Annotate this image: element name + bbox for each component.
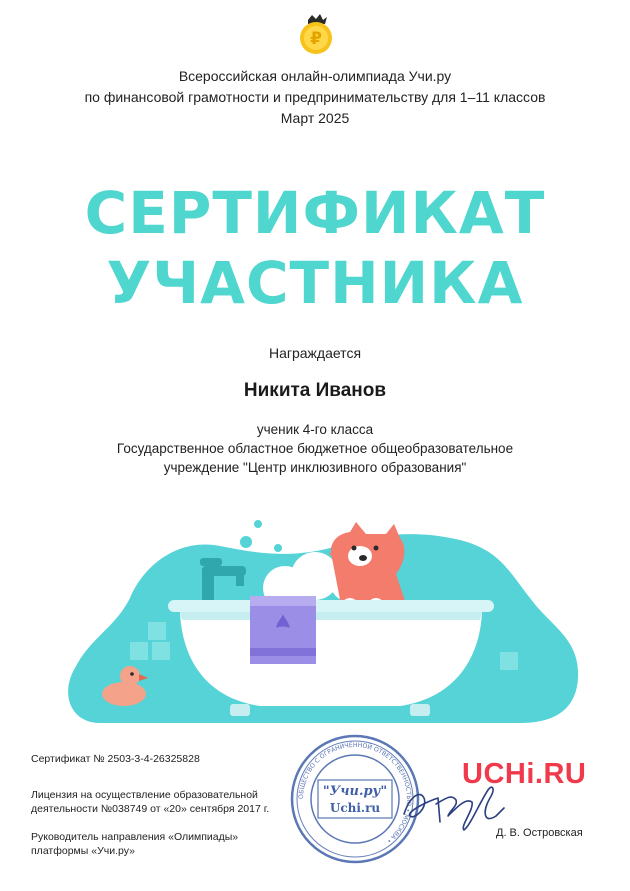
recipient-details bbox=[0, 420, 630, 477]
certificate-title bbox=[0, 178, 630, 318]
head-line1: Руководитель направления «Олимпиады» bbox=[31, 831, 239, 843]
school-name-line2: учреждение "Центр инклюзивного образования" bbox=[163, 460, 467, 475]
stamp-name-ru: "Учи.ру" bbox=[322, 784, 388, 799]
head-line2: платформы «Учи.ру» bbox=[31, 845, 135, 857]
olympiad-header bbox=[0, 66, 630, 129]
olympiad-date: Март 2025 bbox=[280, 110, 350, 126]
olympiad-subject: по финансовой грамотности и предпринимательству для 1–11 классов bbox=[84, 89, 546, 105]
school-name-line1: Государственное областное бюджетное общеобразовательное bbox=[116, 441, 514, 456]
director-name: Д. В. Островская bbox=[496, 827, 583, 839]
dog-in-bathtub-illustration bbox=[60, 518, 580, 723]
olympiad-title: Всероссийская онлайн-олимпиада Учи.ру bbox=[178, 68, 452, 84]
license-line2: деятельности №038749 от «20» сентября 2017 г. bbox=[31, 803, 270, 815]
certificate-title-line1: СЕРТИФИКАТ bbox=[84, 179, 546, 247]
recipient-grade: ученик 4-го класса bbox=[256, 422, 374, 437]
awarded-label: Награждается bbox=[268, 345, 362, 361]
ruble-coin-icon bbox=[294, 12, 338, 56]
stamp-name-en: Uchi.ru bbox=[329, 801, 381, 815]
stamp-ring-text: ОБЩЕСТВО С ОГРАНИЧЕННОЙ ОТВЕТСТВЕННОСТЬЮ • МОСКВА • bbox=[297, 741, 413, 845]
certificate-title-line2: УЧАСТНИКА bbox=[106, 249, 524, 317]
license-line1: Лицензия на осуществление образовательной bbox=[31, 789, 258, 801]
head-of-olympiads bbox=[31, 830, 281, 858]
uchi-ru-logo: UCHi.RU bbox=[462, 758, 587, 790]
license-info bbox=[31, 788, 281, 816]
svg-text:₽: ₽ bbox=[310, 29, 322, 49]
certificate-footer bbox=[31, 752, 281, 858]
certificate-number: Сертификат № 2503-3-4-26325828 bbox=[31, 753, 200, 765]
recipient-name: Никита Иванов bbox=[243, 380, 387, 401]
